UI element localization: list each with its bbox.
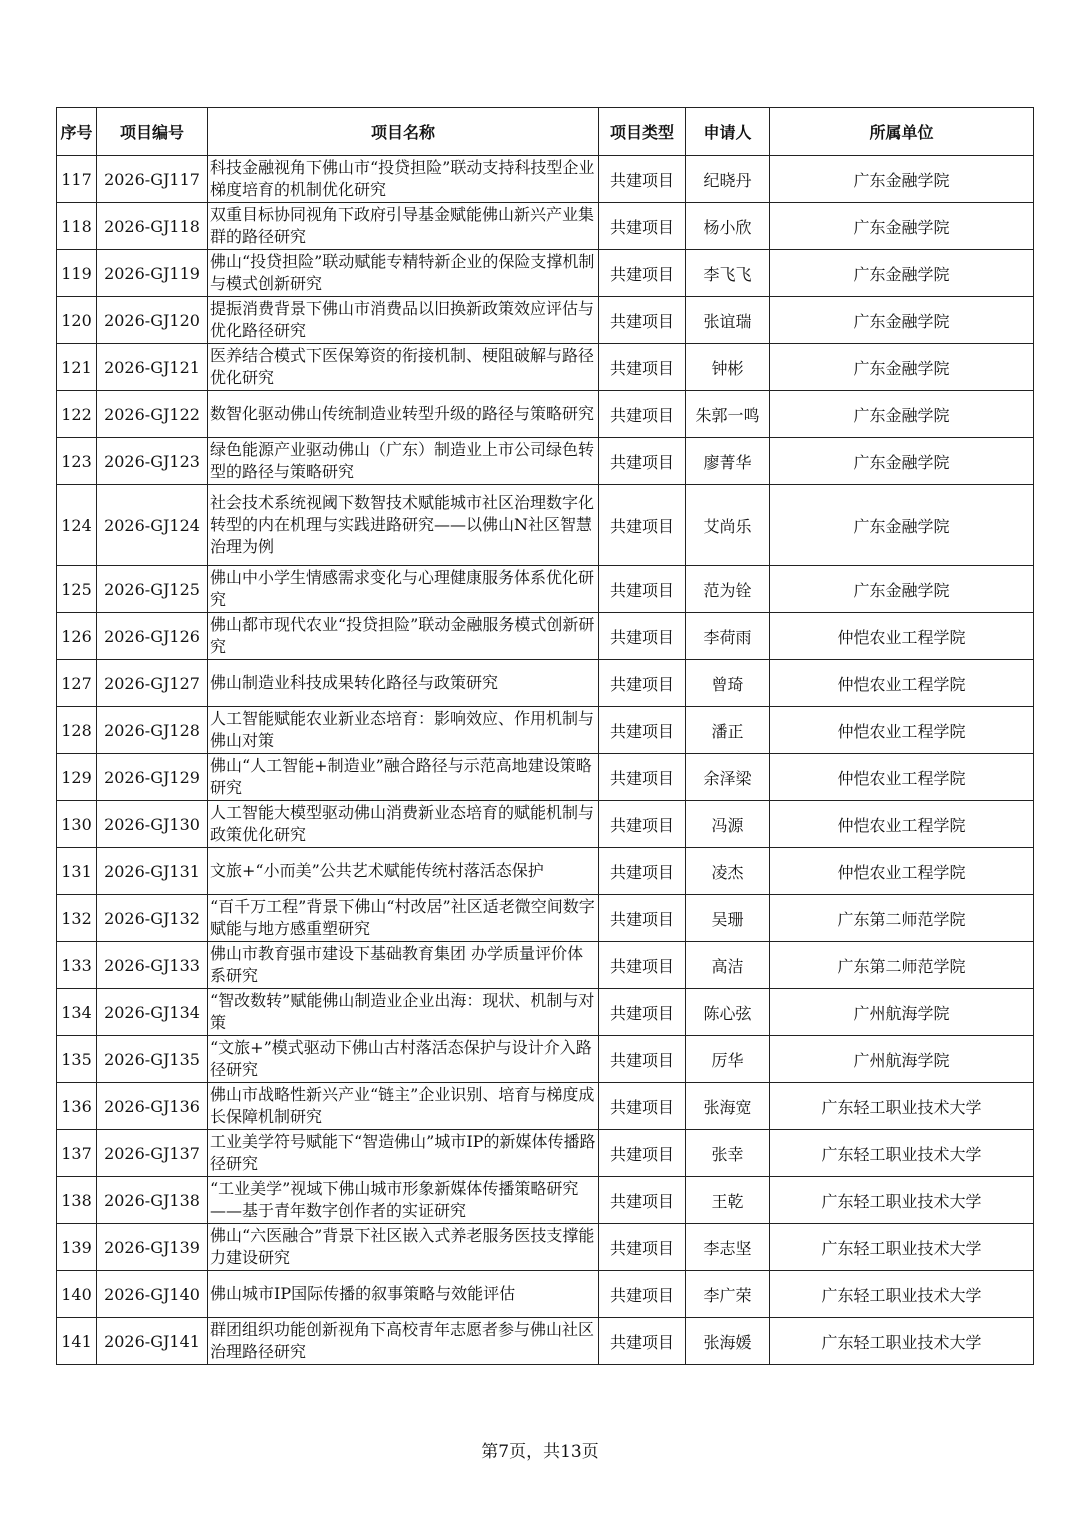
project-code-cell: 2026-GJ138 [97,1177,208,1224]
row-number-cell: 140 [57,1271,97,1318]
table-row [57,942,1034,989]
row-number-cell: 117 [57,156,97,203]
project-name-cell: 人工智能大模型驱动佛山消费新业态培育的赋能机制与政策优化研究 [208,801,599,848]
table-row [57,566,1034,613]
row-number-cell: 141 [57,1318,97,1365]
unit-cell: 广东金融学院 [770,156,1034,203]
project-name-cell: “智改数转”赋能佛山制造业企业出海：现状、机制与对策 [208,989,599,1036]
row-number-cell: 139 [57,1224,97,1271]
unit-cell: 广东第二师范学院 [770,942,1034,989]
applicant-cell: 凌杰 [686,848,770,895]
table-row [57,1318,1034,1365]
project-code-cell: 2026-GJ139 [97,1224,208,1271]
project-name-cell: 佛山“投贷担险”联动赋能专精特新企业的保险支撑机制与模式创新研究 [208,250,599,297]
project-type-cell: 共建项目 [599,485,686,566]
project-type-cell: 共建项目 [599,297,686,344]
row-number-cell: 127 [57,660,97,707]
project-code-cell: 2026-GJ120 [97,297,208,344]
project-name-cell: 佛山市教育强市建设下基础教育集团 办学质量评价体系研究 [208,942,599,989]
unit-cell: 仲恺农业工程学院 [770,707,1034,754]
table-row [57,754,1034,801]
unit-cell: 仲恺农业工程学院 [770,754,1034,801]
row-number-cell: 133 [57,942,97,989]
project-type-cell: 共建项目 [599,1318,686,1365]
applicant-cell: 李志坚 [686,1224,770,1271]
applicant-cell: 朱郭一鸣 [686,391,770,438]
project-code-cell: 2026-GJ122 [97,391,208,438]
applicant-cell: 余泽梁 [686,754,770,801]
unit-cell: 广东轻工职业技术大学 [770,1318,1034,1365]
project-name-cell: 群团组织功能创新视角下高校青年志愿者参与佛山社区治理路径研究 [208,1318,599,1365]
table-row [57,613,1034,660]
project-type-cell: 共建项目 [599,1271,686,1318]
row-number-cell: 134 [57,989,97,1036]
project-name-cell: 佛山制造业科技成果转化路径与政策研究 [208,660,599,707]
row-number-cell: 122 [57,391,97,438]
table-row [57,485,1034,566]
unit-cell: 广东轻工职业技术大学 [770,1177,1034,1224]
unit-cell: 广州航海学院 [770,1036,1034,1083]
applicant-cell: 陈心弦 [686,989,770,1036]
project-code-cell: 2026-GJ119 [97,250,208,297]
project-code-cell: 2026-GJ118 [97,203,208,250]
project-code-cell: 2026-GJ136 [97,1083,208,1130]
project-name-cell: “百千万工程”背景下佛山“村改居”社区适老微空间数字赋能与地方感重塑研究 [208,895,599,942]
table-row [57,438,1034,485]
table-row [57,391,1034,438]
row-number-cell: 125 [57,566,97,613]
project-name-cell: 科技金融视角下佛山市“投贷担险”联动支持科技型企业梯度培育的机制优化研究 [208,156,599,203]
unit-cell: 广东轻工职业技术大学 [770,1271,1034,1318]
project-name-cell: 佛山中小学生情感需求变化与心理健康服务体系优化研究 [208,566,599,613]
unit-cell: 仲恺农业工程学院 [770,801,1034,848]
header-cell: 序号 [57,108,97,156]
row-number-cell: 118 [57,203,97,250]
applicant-cell: 钟彬 [686,344,770,391]
page-footer: 第7页，共13页 [481,1442,599,1462]
project-code-cell: 2026-GJ140 [97,1271,208,1318]
project-type-cell: 共建项目 [599,895,686,942]
project-name-cell: 文旅+“小而美”公共艺术赋能传统村落活态保护 [208,848,599,895]
project-name-cell: 佛山“人工智能+制造业”融合路径与示范高地建设策略研究 [208,754,599,801]
project-code-cell: 2026-GJ127 [97,660,208,707]
header-cell: 项目编号 [97,108,208,156]
applicant-cell: 王乾 [686,1177,770,1224]
applicant-cell: 张海媛 [686,1318,770,1365]
table-row [57,1271,1034,1318]
project-type-cell: 共建项目 [599,801,686,848]
project-type-cell: 共建项目 [599,1224,686,1271]
project-table-container [56,107,1033,1365]
unit-cell: 广东轻工职业技术大学 [770,1130,1034,1177]
row-number-cell: 137 [57,1130,97,1177]
header-cell: 项目类型 [599,108,686,156]
table-row [57,848,1034,895]
unit-cell: 广东金融学院 [770,438,1034,485]
applicant-cell: 杨小欣 [686,203,770,250]
unit-cell: 广东金融学院 [770,344,1034,391]
project-name-cell: “工业美学”视域下佛山城市形象新媒体传播策略研究——基于青年数字创作者的实证研究 [208,1177,599,1224]
project-type-cell: 共建项目 [599,203,686,250]
unit-cell: 广东轻工职业技术大学 [770,1083,1034,1130]
project-type-cell: 共建项目 [599,660,686,707]
project-name-cell: 佛山都市现代农业“投贷担险”联动金融服务模式创新研究 [208,613,599,660]
applicant-cell: 潘正 [686,707,770,754]
unit-cell: 广东金融学院 [770,297,1034,344]
project-type-cell: 共建项目 [599,566,686,613]
unit-cell: 仲恺农业工程学院 [770,613,1034,660]
header-cell: 申请人 [686,108,770,156]
row-number-cell: 135 [57,1036,97,1083]
applicant-cell: 李飞飞 [686,250,770,297]
table-row [57,250,1034,297]
table-row [57,707,1034,754]
project-code-cell: 2026-GJ128 [97,707,208,754]
table-row [57,660,1034,707]
project-type-cell: 共建项目 [599,1036,686,1083]
project-type-cell: 共建项目 [599,613,686,660]
header-cell: 所属单位 [770,108,1034,156]
project-type-cell: 共建项目 [599,250,686,297]
project-code-cell: 2026-GJ133 [97,942,208,989]
project-type-cell: 共建项目 [599,391,686,438]
project-code-cell: 2026-GJ124 [97,485,208,566]
table-row [57,1036,1034,1083]
table-row [57,989,1034,1036]
table-row [57,1130,1034,1177]
unit-cell: 仲恺农业工程学院 [770,848,1034,895]
row-number-cell: 123 [57,438,97,485]
applicant-cell: 张海宽 [686,1083,770,1130]
table-body [57,156,1034,1365]
row-number-cell: 126 [57,613,97,660]
unit-cell: 广东金融学院 [770,566,1034,613]
applicant-cell: 张幸 [686,1130,770,1177]
applicant-cell: 张谊瑞 [686,297,770,344]
header-cell: 项目名称 [208,108,599,156]
row-number-cell: 128 [57,707,97,754]
applicant-cell: 李广荣 [686,1271,770,1318]
project-type-cell: 共建项目 [599,1177,686,1224]
project-name-cell: 工业美学符号赋能下“智造佛山”城市IP的新媒体传播路径研究 [208,1130,599,1177]
project-name-cell: 佛山市战略性新兴产业“链主”企业识别、培育与梯度成长保障机制研究 [208,1083,599,1130]
table-row [57,297,1034,344]
project-name-cell: “文旅+”模式驱动下佛山古村落活态保护与设计介入路径研究 [208,1036,599,1083]
project-code-cell: 2026-GJ137 [97,1130,208,1177]
applicant-cell: 李荷雨 [686,613,770,660]
project-type-cell: 共建项目 [599,1130,686,1177]
row-number-cell: 121 [57,344,97,391]
row-number-cell: 120 [57,297,97,344]
table-row [57,1177,1034,1224]
project-code-cell: 2026-GJ141 [97,1318,208,1365]
project-type-cell: 共建项目 [599,1083,686,1130]
project-name-cell: 佛山“六医融合”背景下社区嵌入式养老服务医技支撑能力建设研究 [208,1224,599,1271]
project-name-cell: 绿色能源产业驱动佛山（广东）制造业上市公司绿色转型的路径与策略研究 [208,438,599,485]
project-name-cell: 提振消费背景下佛山市消费品以旧换新政策效应评估与优化路径研究 [208,297,599,344]
project-code-cell: 2026-GJ134 [97,989,208,1036]
project-type-cell: 共建项目 [599,754,686,801]
project-type-cell: 共建项目 [599,989,686,1036]
project-code-cell: 2026-GJ131 [97,848,208,895]
project-code-cell: 2026-GJ125 [97,566,208,613]
applicant-cell: 范为铨 [686,566,770,613]
unit-cell: 广东金融学院 [770,391,1034,438]
project-name-cell: 人工智能赋能农业新业态培育：影响效应、作用机制与佛山对策 [208,707,599,754]
project-name-cell: 佛山城市IP国际传播的叙事策略与效能评估 [208,1271,599,1318]
row-number-cell: 132 [57,895,97,942]
project-name-cell: 医养结合模式下医保筹资的衔接机制、梗阻破解与路径优化研究 [208,344,599,391]
project-code-cell: 2026-GJ123 [97,438,208,485]
applicant-cell: 纪晓丹 [686,156,770,203]
project-name-cell: 双重目标协同视角下政府引导基金赋能佛山新兴产业集群的路径研究 [208,203,599,250]
project-code-cell: 2026-GJ129 [97,754,208,801]
project-code-cell: 2026-GJ135 [97,1036,208,1083]
applicant-cell: 高洁 [686,942,770,989]
table-row [57,156,1034,203]
row-number-cell: 130 [57,801,97,848]
project-table [56,107,1034,1365]
project-type-cell: 共建项目 [599,942,686,989]
applicant-cell: 曾琦 [686,660,770,707]
project-type-cell: 共建项目 [599,707,686,754]
project-code-cell: 2026-GJ126 [97,613,208,660]
row-number-cell: 138 [57,1177,97,1224]
project-name-cell: 数智化驱动佛山传统制造业转型升级的路径与策略研究 [208,391,599,438]
unit-cell: 广东轻工职业技术大学 [770,1224,1034,1271]
table-row [57,203,1034,250]
unit-cell: 广东第二师范学院 [770,895,1034,942]
unit-cell: 广东金融学院 [770,250,1034,297]
project-code-cell: 2026-GJ121 [97,344,208,391]
row-number-cell: 131 [57,848,97,895]
row-number-cell: 124 [57,485,97,566]
project-code-cell: 2026-GJ132 [97,895,208,942]
project-type-cell: 共建项目 [599,848,686,895]
row-number-cell: 119 [57,250,97,297]
row-number-cell: 129 [57,754,97,801]
project-type-cell: 共建项目 [599,156,686,203]
applicant-cell: 艾尚乐 [686,485,770,566]
table-row [57,895,1034,942]
applicant-cell: 冯源 [686,801,770,848]
project-code-cell: 2026-GJ117 [97,156,208,203]
project-type-cell: 共建项目 [599,438,686,485]
applicant-cell: 厉华 [686,1036,770,1083]
project-type-cell: 共建项目 [599,344,686,391]
applicant-cell: 吴珊 [686,895,770,942]
project-code-cell: 2026-GJ130 [97,801,208,848]
table-row [57,1224,1034,1271]
applicant-cell: 廖菁华 [686,438,770,485]
unit-cell: 广州航海学院 [770,989,1034,1036]
table-row [57,344,1034,391]
table-row [57,801,1034,848]
project-name-cell: 社会技术系统视阈下数智技术赋能城市社区治理数字化转型的内在机理与实践进路研究——以佛山N社区智慧治理为例 [208,485,599,566]
unit-cell: 仲恺农业工程学院 [770,660,1034,707]
table-header-row [57,108,1034,156]
table-row [57,1083,1034,1130]
row-number-cell: 136 [57,1083,97,1130]
unit-cell: 广东金融学院 [770,203,1034,250]
unit-cell: 广东金融学院 [770,485,1034,566]
